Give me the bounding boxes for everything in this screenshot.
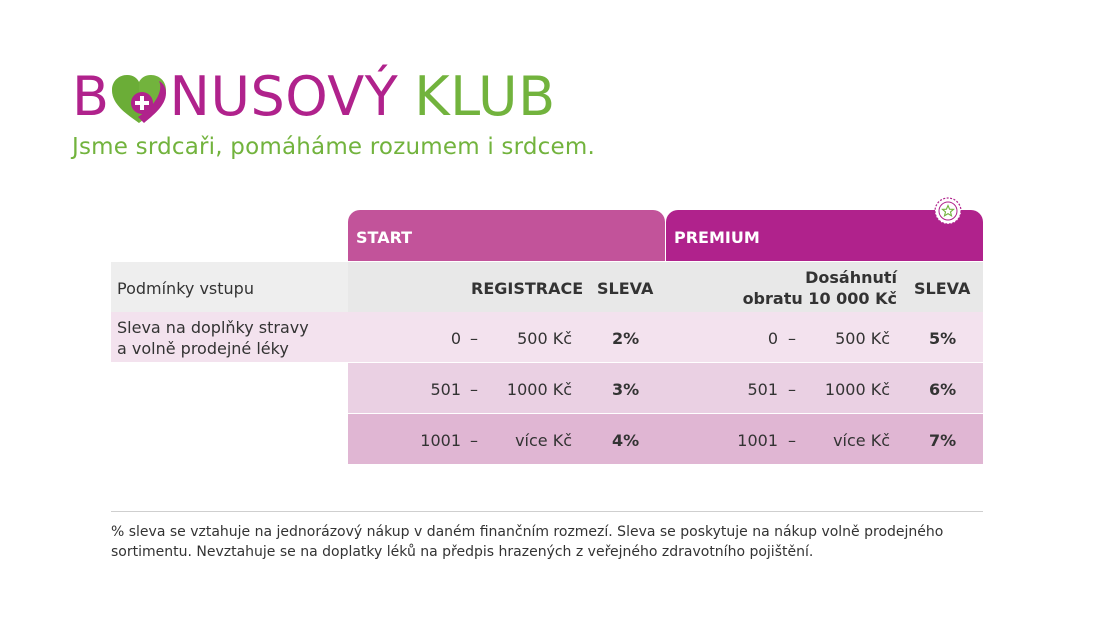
tagline: Jsme srdcaři, pomáháme rozumem i srdcem. — [72, 134, 595, 160]
conditions-label: Podmínky vstupu — [117, 279, 254, 298]
table-row — [111, 312, 983, 362]
premium-range-to: 1000 Kč — [824, 380, 890, 399]
premium-range-dash: – — [788, 329, 796, 348]
start-range-from: 501 — [430, 380, 461, 399]
premium-discount-header: SLEVA — [914, 279, 971, 298]
row-label-line2: a volně prodejné léky — [117, 339, 289, 358]
logo-letter-b: B — [72, 65, 110, 128]
premium-range-dash: – — [788, 431, 796, 450]
start-discount: 2% — [612, 329, 640, 348]
premium-discount: 6% — [929, 380, 957, 399]
start-discount-header: SLEVA — [597, 279, 654, 298]
start-discount: 4% — [612, 431, 640, 450]
bonusovy-klub-logo — [72, 62, 556, 132]
table-row — [111, 363, 983, 413]
conditions-row — [111, 262, 983, 312]
row-label-line1: Sleva na doplňky stravy — [117, 318, 309, 337]
table-row — [111, 414, 983, 464]
start-range-to: 1000 Kč — [506, 380, 572, 399]
start-range-dash: – — [470, 329, 478, 348]
start-range-dash: – — [470, 431, 478, 450]
logo-word-klub: KLUB — [414, 65, 556, 128]
premium-range-from: 501 — [747, 380, 778, 399]
footnote — [111, 522, 991, 562]
premium-discount: 5% — [929, 329, 957, 348]
start-discount: 3% — [612, 380, 640, 399]
premium-discount: 7% — [929, 431, 957, 450]
start-range-to: více Kč — [515, 431, 572, 450]
footnote-line2: sortimentu. Nevztahuje se na doplatky léků na předpis hrazených z veřejného zdravotního pojištění. — [111, 544, 814, 560]
premium-range-dash: – — [788, 380, 796, 399]
premium-range-from: 0 — [767, 329, 778, 348]
start-condition: REGISTRACE — [471, 279, 584, 298]
premium-range-from: 1001 — [737, 431, 778, 450]
premium-range-to: 500 Kč — [835, 329, 890, 348]
divider — [111, 511, 983, 512]
footnote-line1: % sleva se vztahuje na jednorázový nákup v daném finančním rozmezí. Sleva se poskytuje na nákup volně prodejného — [111, 524, 944, 540]
star-badge-icon — [934, 197, 962, 225]
start-tier-header: START — [348, 210, 665, 261]
premium-condition-line1: Dosáhnutí — [805, 268, 897, 287]
logo-word-nusovy: NUSOVÝ — [169, 65, 399, 128]
start-range-from: 1001 — [420, 431, 461, 450]
start-range-from: 0 — [450, 329, 461, 348]
premium-condition-line2: obratu 10 000 Kč — [742, 289, 897, 308]
premium-tier-header: PREMIUM — [666, 210, 983, 261]
start-range-dash: – — [470, 380, 478, 399]
start-range-to: 500 Kč — [517, 329, 572, 348]
premium-range-to: více Kč — [833, 431, 890, 450]
heart-plus-icon — [108, 73, 170, 125]
